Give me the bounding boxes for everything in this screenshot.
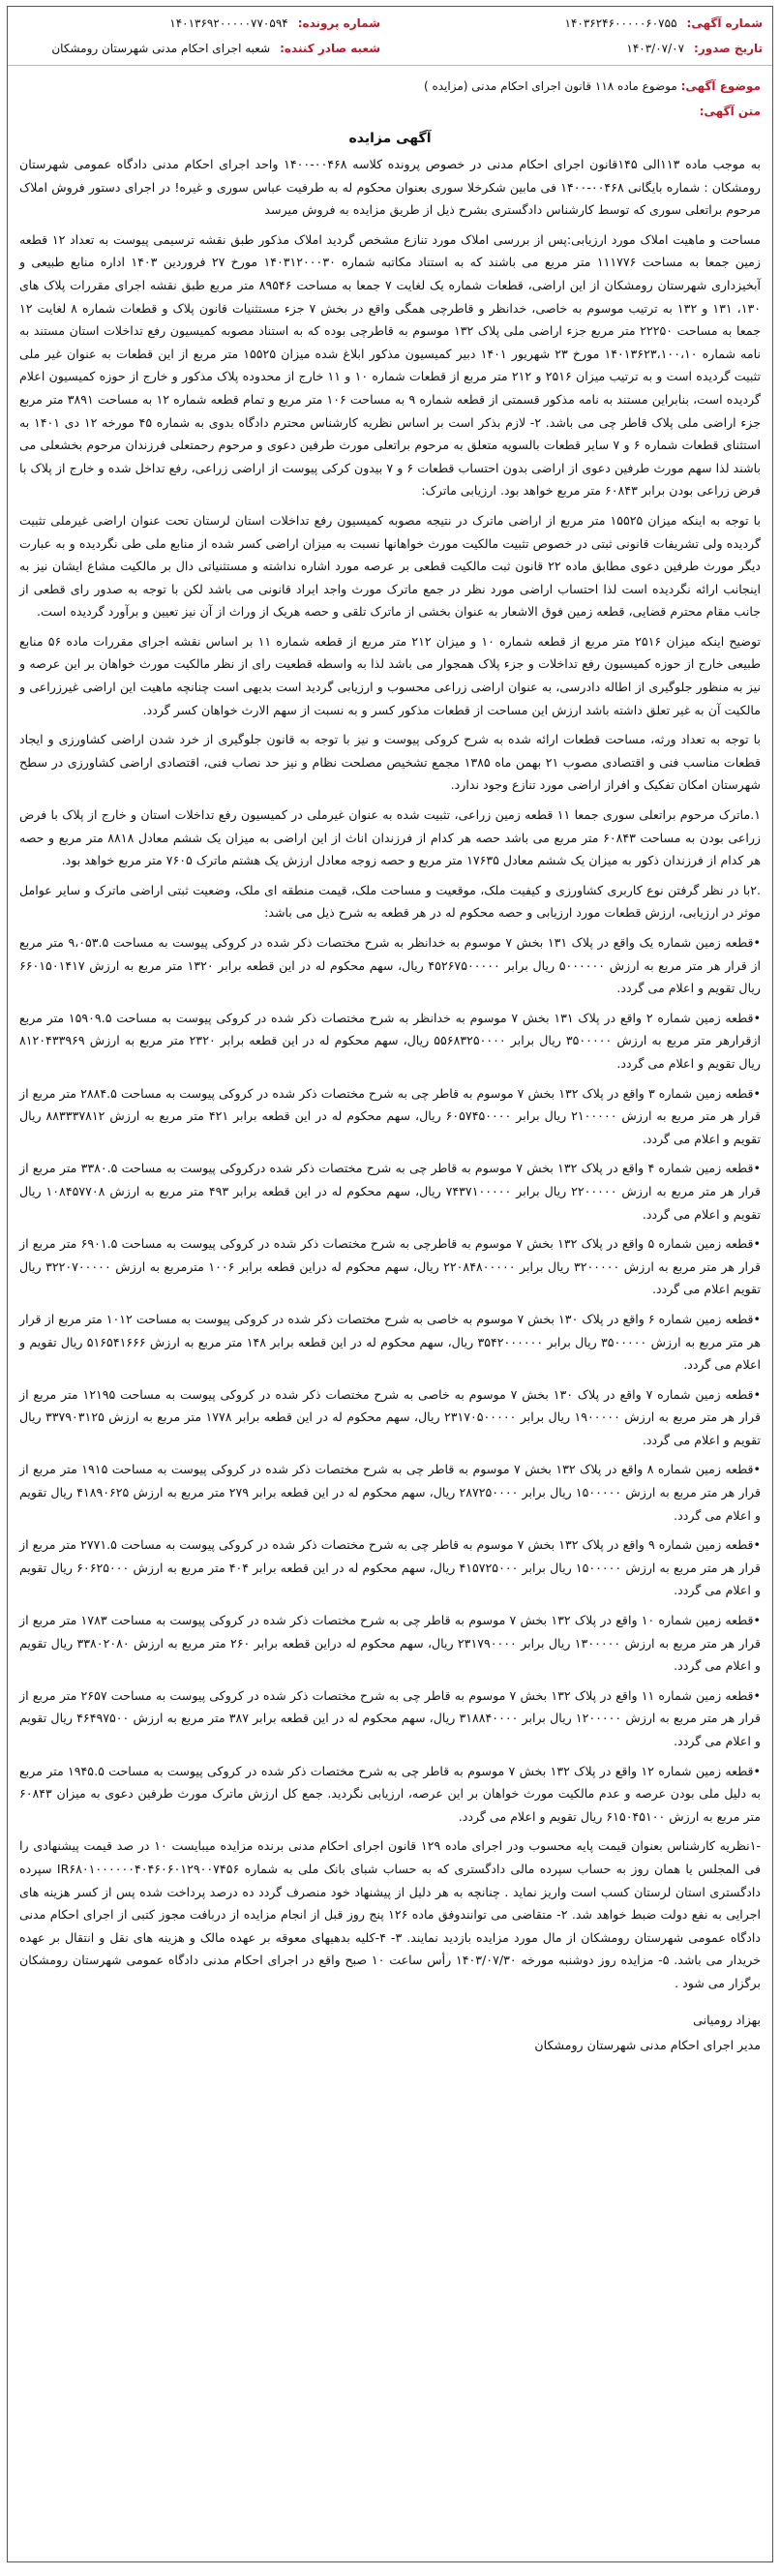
paragraph-intro: به موجب ماده ۱۱۳الی ۱۴۵قانون اجرای احکام مدنی در خصوص پرونده کلاسه ۰۰۴۶۸-۱۴۰۰ واحد اجرای احکام مدنی دادگاه عمومی شهرستان رومشکان : شماره بایگانی ۰۰۴۶۸-۱۴۰۰ فی مابین شکرخلا سوری بعنوان محکوم له به طرفیت عباس سوری و غیره! در اجرای دستور فروش املاک مرحوم براتعلی سوری که توسط کارشناس دادگستری بشرح ذیل از طریق مزایده به فروش میرسد [19, 157, 762, 218]
paragraph-heirs-division: با توجه به تعداد ورثه، مساحت قطعات ارائه شده به شرح کروکی پیوست و نیز با توجه به قانون جلوگیری از خرد شدن اراضی کشاورزی و ایجاد قطعات مناسب فنی و اقتصادی مصوب ۲۱ بهمن ماه ۱۳۸۵ مجمع تشخیص مصلحت نظام و نیز حد نصاب فنی، اقتصادی اراضی کشاورزی در سطح شهرستان امکان تفکیک و افراز اراضی مورد تنازع وجود ندارد. [19, 732, 761, 793]
paragraph-explanation: توضیح اینکه میزان ۲۵۱۶ متر مربع از قطعه شماره ۱۰ و میزان ۲۱۲ متر مربع از قطعه شماره ۱۱ بر اساس نقشه اجرای مقررات ماده ۵۶ منابع طبیعی خارج از حوزه کمیسیون رفع تداخلات و جزء پلاک همجوار می باشد لذا به واسطه قطعیت رای از نظر مالکیت مورث خواهان بر این عرصه و نیز به منظور جلوگیری از اطاله دادرسی، به عنوان اراضی زراعی محسوب و ارزیابی گردید است بدیهی است چنانچه ماهیت این اراضی غیرزراعی و مالکیت آن به غیر تعلق داشته باشد ارزش این مساحت از قطعات مذکور کسر و به نسبت از سهم الارث خواهان کسر گردد. [19, 633, 761, 717]
notice-number-label: شماره آگهی: [686, 16, 763, 30]
parcel-item-5: •قطعه زمین شماره ۵ واقع در پلاک ۱۳۲ بخش ۷ موسوم به قاطرچی به شرح مختصات ذکر شده در کروکی پیوست به مساحت ۶۹۰۱.۵ متر مربع از قرار هر متر مربع به ارزش ۳۲۰۰۰۰۰ ریال برابر ۲۲۰۸۴۸۰۰۰۰۰ ریال، سهم محکوم له دراین قطعه برابر ۱۰۰۶ مترمربع به ارزش ۳۲۲۰۷۰۰۰۰۰ ریال تقویم اعلام می گردد. [19, 1236, 762, 1297]
parcel-item-11: •قطعه زمین شماره ۱۱ واقع در پلاک ۱۳۲ بخش ۷ موسوم به قاطر چی به شرح مختصات ذکر شده در کروکی پیوست به مساحت ۲۶۵۷ متر مربع از قرار هر متر مربع به ارزش ۱۲۰۰۰۰۰ ریال برابر ۳۱۸۸۴۰۰۰۰ ریال، سهم محکوم له در این قطعه برابر ۳۸۷ متر مربع به ارزش ۴۶۴۹۷۵۰۰ ریال تقویم و اعلام می گردد. [19, 1687, 761, 1748]
notice-title: آگهی مزایده [348, 131, 432, 146]
parcel-item-2: •قطعه زمین شماره ۲ واقع در پلاک ۱۳۱ بخش ۷ موسوم به خدانظر به شرح مختصات ذکر شده در کروکی پیوست به مساحت ۱۵۹۰۹.۵ متر مربع ازقرارهر متر مربع به ارزش ۳۵۰۰۰۰۰ ریال برابر ۵۵۶۸۳۲۵۰۰۰۰ ریال، سهم محکوم له در این قطعه برابر ۲۳۲۰ متر مربع به ارزش ۸۱۲۰۴۳۳۹۶۹ ریال تقویم و اعلام می گردد. [19, 1010, 761, 1071]
issue-date: ۱۴۰۳/۰۷/۰۷ [626, 42, 685, 55]
notice-text-label-row [8, 99, 772, 124]
notice-number: ۱۴۰۳۶۲۴۶۰۰۰۰۰۶۰۷۵۵ [564, 16, 677, 30]
parcel-item-10: •قطعه زمین شماره ۱۰ واقع در پلاک ۱۳۲ بخش ۷ موسوم به قاطر چی به شرح مختصات ذکر شده در کروکی پیوست به مساحت ۱۷۸۳ متر مربع از قرار هر متر مربع به ارزش ۱۳۰۰۰۰۰ ریال برابر ۲۳۱۷۹۰۰۰۰ ریال، سهم محکوم له دراین قطعه برابر ۲۶۰ متر مربع به ارزش ۳۳۸۰۲۰۸۰ ریال تقویم و اعلام می گردد. [19, 1613, 761, 1674]
parcel-item-4: •قطعه زمین شماره ۴ واقع در پلاک ۱۳۲ بخش ۷ موسوم به قاطر چی به شرح مختصات ذکر شده درکروکی پیوست به مساحت ۳۳۸۰.۵ متر مربع از قرار هر متر مربع به ارزش ۲۲۰۰۰۰۰ ریال برابر ۷۴۳۷۱۰۰۰۰۰ ریال، سهم محکوم له در این قطعه برابر ۴۹۳ متر مربع به ارزش ۱۰۸۴۵۷۷۰۸ ریال تقویم و اعلام می گردد. [19, 1161, 761, 1222]
notice-body [8, 153, 772, 1995]
issue-date-row [400, 36, 763, 61]
paragraph-area-and-nature: مساحت و ماهیت املاک مورد ارزیابی:پس از بررسی املاک مورد تنازع مشخص گردید املاک مذکور طبق نقشه ترسیمی پیوست به تعداد ۱۲ قطعه زمین جمعا به مساحت ۱۱۱۷۷۶ متر مربع می باشند که به استناد مکاتبه شماره ۱۴۰۳۱۲۰۰۰۳۰ مورخ ۲۷ فروردین ۱۴۰۳ اداره منابع طبیعی و آبخیزداری شهرستان رومشکان از این اراضی، قطعات شماره یک لغایت ۷ جمعا به مساحت ۸۹۵۴۶ متر مربع طبق نقشه اجرای مقررات پلاک های ۱۳۰، ۱۳۱ و ۱۳۲ به ترتیب موسوم به خاصی، خدانظر و قاطرچی همگی واقع در بخش ۷ جزء مستثنیات قانون پلاک و قطعات شماره ۸ لغایت ۱۲ جمعا به مساحت ۲۲۲۵۰ متر مربع جزء اراضی ملی پلاک ۱۳۲ موسوم به قاطرچی بوده که به استناد مصوبه کمیسیون رفع تداخلات استان مستند به نامه شماره ۱۴۰۱۳۶۲۳،۱۰۰،۱۰ مورخ ۲۳ شهریور ۱۴۰۱ دبیر کمیسیون مذکور ابلاغ شده میزان ۱۵۵۲۵ متر مربع از این قطعات به عنوان غیر ملی تثبیت گردیده است و به ترتیب میزان ۲۵۱۶ و ۲۱۲ متر مربع از قطعات شماره ۱۰ و ۱۱ خارج از محدوده پلاک مذکور و خارج از حوزه کمیسیون اعلام گردیده است، بنابراین مستند به نامه مذکور قسمتی از قطعه شماره ۹ به مساحت ۱۰۶ متر مربع و تمام قطعه شماره ۱۲ به مساحت ۳۸۹۱ متر مربع جزء اراضی ملی پلاک قاطر چی می باشد. ۲- لازم بذکر است بر اساس نظریه کارشناس محترم دادگاه بدوی به شماره ۴۵ مورخه ۱۲ دی ۱۴۰۱ به استثنای قطعات شماره ۶ و ۷ سایر قطعات بالسویه متعلق به مرحوم براتعلی مورث طرفین دعوی و مرحوم رحمتعلی فرزندان مرحوم بخشعلی می باشند لذا سهم مورث طرفین دعوی از اراضی بدون احتساب قطعات ۶ و ۷ بیدون کرکی پیوست از اراضی زراعی، رفع تداخل شده و خارج از پلاک با فرض زراعی بودن برابر ۶۰۸۴۳ متر مربع خواهد بود. ارزیابی ماترک: [19, 231, 762, 499]
notice-text-label: متن آگهی: [699, 105, 761, 118]
paragraph-non-national-lands: با توجه به اینکه میزان ۱۵۵۲۵ متر مربع از اراضی ماترک در نتیجه مصوبه کمیسیون رفع تداخلات استان لرستان تحت عنوان اراضی غیرملی تثبیت گردیده ولی تشریفات قانونی ثبتی در خصوص تثبیت مالکیت مورث خواهانها نسبت به میزان اراضی کسر شده از منابع ملی طی نگردیده و به عبارت دیگر مورث طرفین دعوی مطابق ماده ۲۲ قانون ثبت مالکیت قطعی بر عرصه مورد اشاره نداشته و مستثنیاتی دال بر مالکیت مشاع ایشان نیز به اینجانب ارائه نگردیده است لذا احتساب اراضی مورد نظر در جمع ماترک مورث واجد ایراد قانونی می باشد لکن با توجه به صدور رای قطعی از جانب مقام محترم قضایی، قطعه زمین فوق الاشعار به عنوان بخشی از ماترک تلقی و حصه هریک از وراث از آن نیز تعیین و برآورد گردیده است. [19, 512, 761, 620]
issuer-label: شعبه صادر کننده: [280, 42, 380, 55]
case-number: ۱۴۰۱۳۶۹۲۰۰۰۰۰۷۷۰۵۹۴ [169, 16, 288, 30]
paragraph-auction-terms: -۱نظریه کارشناس بعنوان قیمت پایه محسوب ودر اجرای ماده ۱۲۹ قانون اجرای احکام مدنی برنده مزایده میبایست ۱۰ در صد قیمت پیشنهادی را فی المجلس یا همان روز به حساب سپرده مالی دادگستری که به حساب شبای بانک ملی به شماره IR۶۸۰۱۰۰۰۰۰۰۴۰۴۶۰۶۰۱۲۹۰۰۷۴۵۶ سپرده دادگستری استان لرستان کسب است واریز نماید . چنانچه به هر دلیل از پیشنهاد خود منصرف گردد ده درصد پرداخت شده پس از کسر هزینه های اجرایی به نفع دولت ضبط خواهد شد. ۲- متقاضی می توانندوفق ماده ۱۲۶ پنج روز قبل از انجام مزایده از دربافت مجوز کتبی از اجرای احکام مدنی دادگاه عمومی شهرستان رومشکان از مال مورد مزایده بازدید نمایند. ۳- ۴-کلیه بدهیهای معوقه بر عهده مالک و هزینه های نقل و انتقال بر عهده خریدار می باشد. ۵- مزایده روز دوشنبه مورخه ۱۴۰۳/۰۷/۳۰ رأس ساعت ۱۰ صبح واقع در اجرای احکام مدنی دادگاه عمومی شهرستان رومشکان برگزار می شود . [19, 1838, 762, 1990]
issue-date-label: تاریخ صدور: [694, 42, 763, 55]
signature-block [8, 2002, 772, 2058]
signatory-name: بهزاد رومیانی [693, 2012, 761, 2027]
parcel-item-9: •قطعه زمین شماره ۹ واقع در پلاک ۱۳۲ بخش ۷ موسوم به قاطر چی به شرح مختصات ذکر شده در کروکی پیوست به مساحت ۲۷۷۱.۵ متر مربع از قرار هر متر مربع به ارزش ۱۵۰۰۰۰۰ ریال برابر ۴۱۵۷۲۵۰۰۰ ریال، سهم محکوم له در این قطعه برابر ۴۰۴ متر مربع به ارزش ۶۰۶۲۵۰۰۰ ریال تقویم و اعلام می گردد. [19, 1537, 761, 1598]
header-left-column [8, 7, 390, 65]
subject-value: موضوع ماده ۱۱۸ قانون اجرای احکام مدنی (مزایده ) [423, 79, 677, 93]
paragraph-estate-shares: ۱.ماترک مرحوم براتعلی سوری جمعا ۱۱ قطعه زمین زراعی، تثبیت شده به عنوان غیرملی در کمیسیون رفع تداخلات استان و خارج از پلاک با فرض زراعی بودن به مساحت ۶۰۸۴۳ متر مربع می باشد حصه هر کدام از فرزندان اناث از این اراضی به میزان یک ششم معادل ۸۸۱۸ متر مربع و حصه هر کدام از فرزندان ذکور به میزان یک ششم معادل ۱۷۶۳۵ متر مربع و حصه زوجه معادل ارزش یک هشتم ماترک ۷۶۰۵ متر مربع خواهد بود. [19, 807, 761, 868]
subject-row [8, 66, 772, 99]
issuer-row [17, 36, 380, 61]
case-number-label: شماره پرونده: [297, 16, 380, 30]
issuer: شعبه اجرای احکام مدنی شهرستان رومشکان [51, 42, 271, 55]
notice-page [7, 6, 773, 2562]
notice-header [8, 7, 772, 66]
subject-label: موضوع آگهی: [680, 79, 761, 93]
parcel-item-1: •قطعه زمین شماره یک واقع در پلاک ۱۳۱ بخش ۷ موسوم به خدانظر به شرح مختصات ذکر شده در کروکی پیوست به مساحت ۹،۰۵۳.۵ متر مربع از قرار هر متر مربع به ارزش ۵۰۰۰۰۰۰ ریال برابر ۴۵۲۶۷۵۰۰۰۰۰ ریال، سهم محکوم له در این قطعه برابر ۱۳۲۰ متر مربع به ارزش ۶۶۰۱۵۰۱۴۱۷ ریال تقویم و اعلام می گردد. [19, 935, 761, 996]
parcel-item-12: •قطعه زمین شماره ۱۲ واقع در پلاک ۱۳۲ بخش ۷ موسوم به قاطر چی به شرح مختصات ذکر شده در کروکی پیوست به مساحت ۱۹۴۵.۵ متر مربع به دلیل ملی بودن عرصه و عدم مالکیت مورث خواهان بر این عرصه، ارزیابی نگردید. جمع کل ارزش ماترک مورث طرفین دعوی به میزان ۶۰۸۴۳ متر مربع به ارزش ۶۱۵۰۴۵۱۰۰ ریال تقویم و اعلام می گردد. [19, 1763, 761, 1824]
header-right-column [390, 7, 772, 65]
notice-number-row [400, 11, 763, 36]
parcel-item-3: •قطعه زمین شماره ۳ واقع در پلاک ۱۳۲ بخش ۷ موسوم به قاطر چی به شرح مختصات ذکر شده در کروکی پیوست به مساحت ۲۸۸۴.۵ متر مربع از قرار هر متر مربع به ارزش ۲۱۰۰۰۰۰ ریال برابر ۶۰۵۷۴۵۰۰۰۰ ریال، سهم محکوم له در این قطعه برابر ۴۲۱ متر مربع به ارزش ۸۸۳۳۳۷۸۱۲ ریال تقویم و اعلام می گردد. [19, 1085, 761, 1146]
parcel-item-6: •قطعه زمین شماره ۶ واقع در پلاک ۱۳۰ بخش ۷ موسوم به خاصی به شرح مختصات ذکر شده در کروکی پیوست به مساحت ۱۰۱۲ متر مربع از قرار هر متر مربع به ارزش ۳۵۰۰۰۰۰ ریال برابر ۳۵۴۲۰۰۰۰۰۰ ریال، سهم محکوم له در این قطعه برابر ۱۴۸ متر مربع به ارزش ۵۱۶۵۴۱۶۶۶ ریال تقویم و اعلام می گردد. [19, 1311, 761, 1373]
signatory-title: مدیر اجرای احکام مدنی شهرستان رومشکان [534, 2037, 761, 2052]
case-number-row [17, 11, 380, 36]
parcel-item-7: •قطعه زمین شماره ۷ واقع در پلاک ۱۳۰ بخش ۷ موسوم به خاصی به شرح مختصات ذکر شده در کروکی پیوست به مساحت ۱۲۱۹۵ متر مربع از قرار هر متر مربع به ارزش ۱۹۰۰۰۰۰ ریال برابر ۲۳۱۷۰۵۰۰۰۰۰ ریال، سهم محکوم له در این قطعه برابر ۱۷۷۸ متر مربع به ارزش ۳۳۷۹۰۳۱۲۵ ریال تقویم و اعلام می گردد. [19, 1386, 762, 1447]
parcel-item-8: •قطعه زمین شماره ۸ واقع در پلاک ۱۳۲ بخش ۷ موسوم به قاطر چی به شرح مختصات ذکر شده در کروکی پیوست به مساحت ۱۹۱۵ متر مربع از قرار هر متر مربع به ارزش ۱۵۰۰۰۰۰ ریال برابر ۲۸۷۲۵۰۰۰۰ ریال، سهم محکوم له در این قطعه برابر ۲۷۹ متر مربع به ارزش ۴۱۸۹۰۶۲۵ ریال تقویم و اعلام می گردد. [19, 1462, 761, 1523]
paragraph-valuation-intro: .۲با در نظر گرفتن نوع کاربری کشاورزی و کیفیت ملک، موقعیت و مساحت ملک، قیمت منطقه ای ملک، وضعیت ثبتی اراضی ماترک و سایر عوامل موثر در ارزیابی، ارزش قطعات مورد ارزیابی و حصه محکوم له در هر قطعه به شرح ذیل می باشد: [19, 882, 761, 921]
